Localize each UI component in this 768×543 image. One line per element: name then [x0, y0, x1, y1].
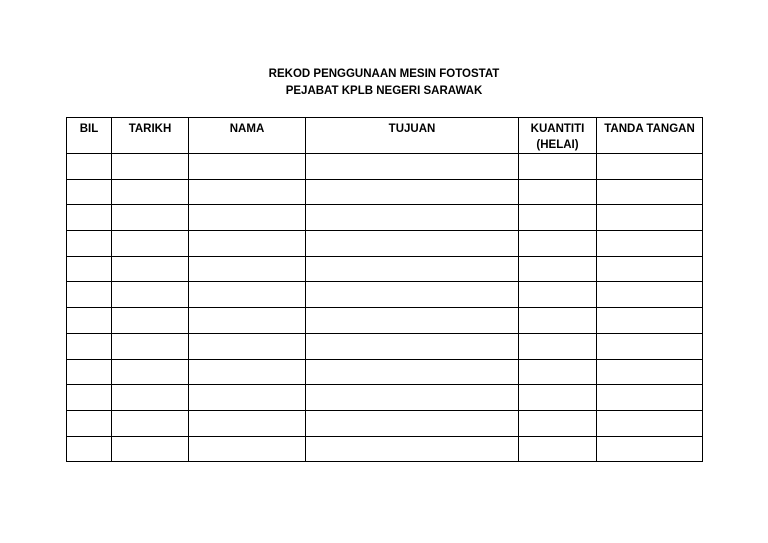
cell-tanda-tangan[interactable]: [597, 333, 703, 359]
table-row: [67, 205, 703, 231]
table-row: [67, 179, 703, 205]
cell-nama[interactable]: [189, 410, 306, 436]
header-nama: [189, 118, 306, 154]
table-row: [67, 436, 703, 462]
cell-nama[interactable]: [189, 256, 306, 282]
header-tujuan: [306, 118, 519, 154]
table-row: [67, 410, 703, 436]
cell-tarikh[interactable]: [112, 256, 189, 282]
cell-tanda-tangan[interactable]: [597, 231, 703, 257]
cell-nama[interactable]: [189, 179, 306, 205]
cell-bil[interactable]: [67, 154, 112, 180]
table-row: [67, 154, 703, 180]
table-row: [67, 385, 703, 411]
cell-nama[interactable]: [189, 385, 306, 411]
cell-nama[interactable]: [189, 359, 306, 385]
cell-bil[interactable]: [67, 282, 112, 308]
header-kuantiti-label: KUANTITI: [530, 123, 585, 135]
cell-kuantiti[interactable]: [519, 256, 597, 282]
cell-nama[interactable]: [189, 308, 306, 334]
table-row: [67, 308, 703, 334]
header-tarikh: [112, 118, 189, 154]
cell-bil[interactable]: [67, 359, 112, 385]
cell-tarikh[interactable]: [112, 333, 189, 359]
header-row: [67, 118, 703, 154]
cell-tanda-tangan[interactable]: [597, 410, 703, 436]
cell-tujuan[interactable]: [306, 436, 519, 462]
cell-tanda-tangan[interactable]: [597, 179, 703, 205]
cell-tujuan[interactable]: [306, 359, 519, 385]
cell-tarikh[interactable]: [112, 154, 189, 180]
record-table-body: [67, 154, 703, 462]
cell-tujuan[interactable]: [306, 205, 519, 231]
cell-tujuan[interactable]: [306, 333, 519, 359]
cell-tujuan[interactable]: [306, 282, 519, 308]
title-line-2: PEJABAT KPLB NEGERI SARAWAK: [285, 85, 483, 97]
cell-nama[interactable]: [189, 231, 306, 257]
cell-tanda-tangan[interactable]: [597, 359, 703, 385]
cell-tarikh[interactable]: [112, 385, 189, 411]
cell-bil[interactable]: [67, 205, 112, 231]
cell-kuantiti[interactable]: [519, 436, 597, 462]
title-line-1: REKOD PENGGUNAAN MESIN FOTOSTAT: [268, 68, 500, 80]
header-tanda-tangan: [597, 118, 703, 154]
header-tanda-tangan-label: TANDA TANGAN: [604, 123, 695, 135]
table-row: [67, 333, 703, 359]
cell-tarikh[interactable]: [112, 179, 189, 205]
cell-kuantiti[interactable]: [519, 308, 597, 334]
cell-tujuan[interactable]: [306, 308, 519, 334]
cell-nama[interactable]: [189, 436, 306, 462]
cell-tanda-tangan[interactable]: [597, 205, 703, 231]
header-kuantiti-unit: (HELAI): [536, 139, 579, 151]
cell-kuantiti[interactable]: [519, 231, 597, 257]
cell-tarikh[interactable]: [112, 359, 189, 385]
table-row: [67, 231, 703, 257]
cell-nama[interactable]: [189, 333, 306, 359]
document-title: [0, 66, 768, 100]
cell-bil[interactable]: [67, 410, 112, 436]
cell-tujuan[interactable]: [306, 179, 519, 205]
cell-tanda-tangan[interactable]: [597, 256, 703, 282]
cell-tanda-tangan[interactable]: [597, 308, 703, 334]
header-tarikh-label: TARIKH: [128, 123, 172, 135]
cell-tarikh[interactable]: [112, 308, 189, 334]
cell-nama[interactable]: [189, 205, 306, 231]
cell-bil[interactable]: [67, 256, 112, 282]
cell-tanda-tangan[interactable]: [597, 154, 703, 180]
cell-bil[interactable]: [67, 179, 112, 205]
header-nama-label: NAMA: [229, 123, 265, 135]
table-row: [67, 256, 703, 282]
cell-kuantiti[interactable]: [519, 359, 597, 385]
cell-tanda-tangan[interactable]: [597, 436, 703, 462]
cell-bil[interactable]: [67, 308, 112, 334]
cell-kuantiti[interactable]: [519, 385, 597, 411]
cell-kuantiti[interactable]: [519, 282, 597, 308]
header-tujuan-label: TUJUAN: [388, 123, 436, 135]
cell-tarikh[interactable]: [112, 231, 189, 257]
cell-tarikh[interactable]: [112, 282, 189, 308]
table-row: [67, 359, 703, 385]
header-kuantiti: [519, 118, 597, 154]
cell-tarikh[interactable]: [112, 205, 189, 231]
cell-tujuan[interactable]: [306, 385, 519, 411]
cell-kuantiti[interactable]: [519, 333, 597, 359]
cell-nama[interactable]: [189, 154, 306, 180]
header-bil: [67, 118, 112, 154]
cell-tarikh[interactable]: [112, 410, 189, 436]
cell-tujuan[interactable]: [306, 410, 519, 436]
cell-tujuan[interactable]: [306, 231, 519, 257]
cell-tujuan[interactable]: [306, 154, 519, 180]
cell-bil[interactable]: [67, 436, 112, 462]
table-row: [67, 282, 703, 308]
cell-kuantiti[interactable]: [519, 205, 597, 231]
cell-kuantiti[interactable]: [519, 179, 597, 205]
record-table: [66, 117, 703, 462]
cell-kuantiti[interactable]: [519, 154, 597, 180]
cell-tarikh[interactable]: [112, 436, 189, 462]
cell-kuantiti[interactable]: [519, 410, 597, 436]
cell-tanda-tangan[interactable]: [597, 282, 703, 308]
cell-bil[interactable]: [67, 333, 112, 359]
header-bil-label: BIL: [79, 123, 99, 135]
cell-tanda-tangan[interactable]: [597, 385, 703, 411]
cell-bil[interactable]: [67, 385, 112, 411]
cell-tujuan[interactable]: [306, 256, 519, 282]
cell-nama[interactable]: [189, 282, 306, 308]
cell-bil[interactable]: [67, 231, 112, 257]
